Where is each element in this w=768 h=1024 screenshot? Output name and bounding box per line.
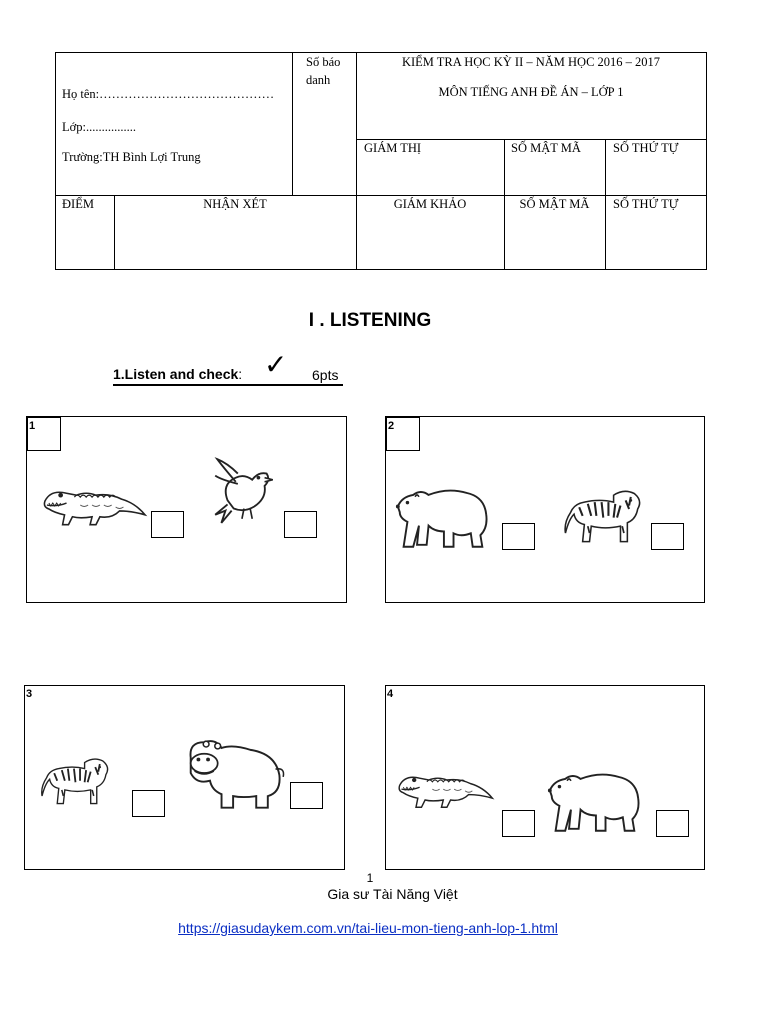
exam-subject: MÔN TIẾNG ANH ĐỀ ÁN – LỚP 1 — [438, 85, 624, 99]
footer-link[interactable]: https://giasudaykem.com.vn/tai-lieu-mon-tieng-anh-lop-1.html — [178, 920, 558, 936]
score-label: ĐIỂM — [62, 197, 94, 211]
exam-title: KIỂM TRA HỌC KỲ II – NĂM HỌC 2016 – 2017 — [401, 55, 661, 69]
task-underline — [113, 384, 343, 386]
answer-checkbox[interactable] — [651, 523, 684, 550]
bird-icon — [213, 453, 275, 525]
examiner-label: GIÁM KHẢO — [393, 197, 467, 211]
candidate-number-label-2: danh — [306, 73, 331, 87]
question-number: 1 — [27, 417, 61, 451]
order-number-label-2: SỐ THỨ TỰ — [613, 197, 679, 211]
question-number: 3 — [26, 688, 33, 700]
footer-brand: Gia sư Tài Năng Việt — [327, 886, 458, 902]
crocodile-icon — [41, 481, 149, 531]
answer-checkbox[interactable] — [290, 782, 323, 809]
divider — [292, 53, 293, 195]
student-name-field[interactable]: Họ tên:…………………………………… — [62, 87, 275, 101]
tiger-icon — [562, 483, 648, 547]
candidate-number-label: Số báo — [306, 55, 341, 69]
secret-code-label: SỐ MẬT MÃ — [511, 141, 581, 155]
tiger-icon — [39, 752, 115, 808]
task-label: 1.Listen and check — [113, 366, 239, 382]
page-number: 1 — [366, 871, 374, 885]
answer-checkbox[interactable] — [132, 790, 165, 817]
crocodile-icon — [396, 766, 496, 814]
order-number-label: SỐ THỨ TỰ — [613, 141, 679, 155]
proctor-label: GIÁM THỊ — [364, 141, 422, 155]
exam-header-table — [55, 52, 707, 270]
task-colon: : — [238, 366, 243, 382]
answer-checkbox[interactable] — [656, 810, 689, 837]
question-1-box — [26, 416, 347, 603]
polar-bear-icon — [394, 481, 490, 553]
points-label: 6pts — [312, 367, 339, 383]
school-label: Trường:TH Bình Lợi Trung — [62, 150, 201, 164]
divider — [56, 195, 706, 196]
answer-checkbox[interactable] — [502, 810, 535, 837]
question-number: 4 — [387, 688, 394, 700]
class-field[interactable]: Lớp:................ — [62, 120, 136, 134]
secret-code-label-2: SỐ MẬT MÃ — [519, 197, 590, 211]
section-title: I . LISTENING — [308, 310, 432, 331]
question-3-box — [24, 685, 345, 870]
divider — [356, 139, 706, 140]
question-number: 2 — [386, 417, 420, 451]
answer-checkbox[interactable] — [502, 523, 535, 550]
question-2-box — [385, 416, 705, 603]
hippo-icon — [183, 734, 289, 812]
checkmark-icon: ✓ — [264, 348, 288, 381]
answer-checkbox[interactable] — [284, 511, 317, 538]
comment-label: NHẬN XÉT — [203, 197, 267, 211]
task-instruction — [113, 366, 242, 382]
question-4-box — [385, 685, 705, 870]
answer-checkbox[interactable] — [151, 511, 184, 538]
polar-bear-icon — [546, 766, 642, 836]
divider — [605, 139, 606, 269]
